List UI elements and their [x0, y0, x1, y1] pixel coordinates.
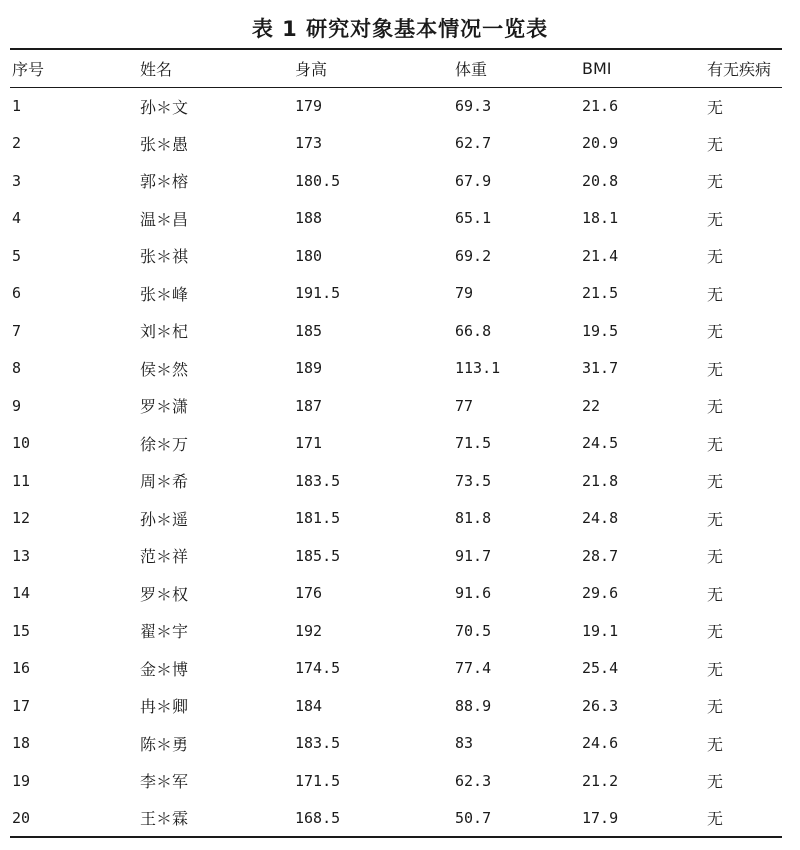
- cell-name: 陈＊勇: [140, 734, 189, 754]
- cell-bmi: 31.7: [582, 359, 619, 378]
- header-index: 序号: [12, 59, 45, 79]
- cell-name: 张＊祺: [140, 247, 189, 267]
- cell-disease: 无: [707, 172, 724, 192]
- cell-name: 王＊霖: [140, 809, 189, 829]
- cell-weight: 77: [455, 396, 474, 415]
- cell-name: 侯＊然: [140, 359, 189, 379]
- cell-weight: 91.7: [455, 546, 492, 565]
- cell-index: 19: [12, 771, 31, 790]
- cell-bmi: 24.5: [582, 434, 619, 453]
- cell-index: 8: [12, 359, 22, 378]
- cell-disease: 无: [707, 772, 724, 792]
- cell-disease: 无: [707, 209, 724, 229]
- cell-bmi: 19.1: [582, 621, 619, 640]
- cell-weight: 69.2: [455, 246, 492, 265]
- cell-height: 192: [295, 621, 323, 640]
- cell-weight: 70.5: [455, 621, 492, 640]
- cell-bmi: 21.2: [582, 771, 619, 790]
- cell-disease: 无: [707, 397, 724, 417]
- cell-height: 188: [295, 209, 323, 228]
- cell-name: 张＊愚: [140, 134, 189, 154]
- cell-height: 191.5: [295, 284, 341, 303]
- cell-disease: 无: [707, 734, 724, 754]
- cell-name: 范＊祥: [140, 547, 189, 567]
- cell-bmi: 28.7: [582, 546, 619, 565]
- cell-weight: 65.1: [455, 209, 492, 228]
- cell-name: 徐＊万: [140, 434, 189, 454]
- cell-height: 183.5: [295, 471, 341, 490]
- cell-index: 11: [12, 471, 31, 490]
- table-header-row: [10, 49, 782, 87]
- cell-weight: 62.3: [455, 771, 492, 790]
- table-row: [10, 537, 782, 575]
- cell-height: 185.5: [295, 546, 341, 565]
- cell-disease: 无: [707, 472, 724, 492]
- cell-weight: 81.8: [455, 509, 492, 528]
- cell-height: 180.5: [295, 171, 341, 190]
- table-row: [10, 87, 782, 125]
- cell-disease: 无: [707, 134, 724, 154]
- cell-bmi: 22: [582, 396, 601, 415]
- cell-weight: 71.5: [455, 434, 492, 453]
- cell-disease: 无: [707, 547, 724, 567]
- cell-bmi: 17.9: [582, 808, 619, 827]
- table-row: [10, 237, 782, 275]
- cell-index: 14: [12, 584, 31, 603]
- cell-disease: 无: [707, 584, 724, 604]
- table-row: [10, 275, 782, 313]
- cell-index: 13: [12, 546, 31, 565]
- cell-bmi: 18.1: [582, 209, 619, 228]
- cell-name: 罗＊权: [140, 584, 189, 604]
- cell-name: 孙＊文: [140, 97, 189, 117]
- cell-height: 181.5: [295, 509, 341, 528]
- table-row: [10, 612, 782, 650]
- cell-name: 张＊峰: [140, 284, 189, 304]
- cell-index: 10: [12, 434, 31, 453]
- cell-height: 173: [295, 134, 323, 153]
- table-body: [10, 87, 782, 837]
- table-row: [10, 650, 782, 688]
- cell-name: 翟＊宇: [140, 622, 189, 642]
- table-row: [10, 725, 782, 763]
- header-height: 身高: [295, 59, 328, 79]
- table-row: [10, 462, 782, 500]
- cell-bmi: 26.3: [582, 696, 619, 715]
- cell-index: 12: [12, 509, 31, 528]
- cell-bmi: 21.6: [582, 97, 619, 115]
- cell-height: 176: [295, 584, 323, 603]
- cell-index: 18: [12, 734, 31, 753]
- cell-weight: 67.9: [455, 171, 492, 190]
- table-row: [10, 387, 782, 425]
- header-weight: 体重: [455, 59, 488, 79]
- cell-disease: 无: [707, 622, 724, 642]
- cell-name: 金＊博: [140, 659, 189, 679]
- cell-disease: 无: [707, 697, 724, 717]
- cell-weight: 77.4: [455, 659, 492, 678]
- cell-height: 189: [295, 359, 323, 378]
- cell-bmi: 20.9: [582, 134, 619, 153]
- cell-weight: 62.7: [455, 134, 492, 153]
- cell-height: 179: [295, 97, 323, 115]
- table-row: [10, 500, 782, 538]
- header-bmi: BMI: [582, 58, 612, 78]
- cell-disease: 无: [707, 284, 724, 304]
- cell-bmi: 24.6: [582, 734, 619, 753]
- cell-disease: 无: [707, 509, 724, 529]
- cell-weight: 88.9: [455, 696, 492, 715]
- table-row: [10, 350, 782, 388]
- table-row: [10, 800, 782, 838]
- cell-height: 171: [295, 434, 323, 453]
- cell-name: 刘＊杞: [140, 322, 189, 342]
- cell-weight: 79: [455, 284, 474, 303]
- cell-index: 9: [12, 396, 22, 415]
- cell-index: 2: [12, 134, 22, 153]
- cell-weight: 69.3: [455, 97, 492, 115]
- cell-height: 171.5: [295, 771, 341, 790]
- cell-index: 15: [12, 621, 31, 640]
- cell-bmi: 21.5: [582, 284, 619, 303]
- table-row: [10, 687, 782, 725]
- cell-weight: 73.5: [455, 471, 492, 490]
- cell-bmi: 25.4: [582, 659, 619, 678]
- table-row: [10, 425, 782, 463]
- cell-index: 5: [12, 246, 22, 265]
- cell-height: 185: [295, 321, 323, 340]
- cell-disease: 无: [707, 322, 724, 342]
- cell-height: 183.5: [295, 734, 341, 753]
- cell-name: 郭＊榕: [140, 172, 189, 192]
- cell-index: 7: [12, 321, 22, 340]
- cell-index: 16: [12, 659, 31, 678]
- cell-bmi: 29.6: [582, 584, 619, 603]
- cell-height: 168.5: [295, 808, 341, 827]
- cell-name: 周＊希: [140, 472, 189, 492]
- cell-bmi: 19.5: [582, 321, 619, 340]
- cell-height: 180: [295, 246, 323, 265]
- cell-index: 4: [12, 209, 22, 228]
- header-disease: 有无疾病: [707, 59, 772, 79]
- cell-disease: 无: [707, 359, 724, 379]
- table-row: [10, 125, 782, 163]
- cell-height: 184: [295, 696, 323, 715]
- cell-index: 17: [12, 696, 31, 715]
- table-row: [10, 762, 782, 800]
- cell-name: 李＊军: [140, 772, 189, 792]
- subject-info-table: [10, 48, 782, 838]
- table-caption: 表 1 研究对象基本情况一览表: [251, 17, 549, 41]
- cell-height: 187: [295, 396, 323, 415]
- cell-index: 20: [12, 808, 31, 827]
- cell-bmi: 24.8: [582, 509, 619, 528]
- cell-weight: 91.6: [455, 584, 492, 603]
- cell-index: 3: [12, 171, 22, 190]
- cell-weight: 50.7: [455, 808, 492, 827]
- cell-index: 1: [12, 97, 22, 115]
- cell-name: 罗＊潇: [140, 397, 189, 417]
- cell-name: 冉＊卿: [140, 697, 189, 717]
- table-row: [10, 312, 782, 350]
- cell-bmi: 21.8: [582, 471, 619, 490]
- cell-bmi: 21.4: [582, 246, 619, 265]
- cell-weight: 66.8: [455, 321, 492, 340]
- cell-height: 174.5: [295, 659, 341, 678]
- cell-disease: 无: [707, 247, 724, 267]
- header-name: 姓名: [140, 59, 173, 79]
- table-row: [10, 575, 782, 613]
- cell-weight: 113.1: [455, 359, 501, 378]
- cell-disease: 无: [707, 659, 724, 679]
- cell-index: 6: [12, 284, 22, 303]
- cell-name: 孙＊遥: [140, 509, 189, 529]
- table-row: [10, 162, 782, 200]
- cell-disease: 无: [707, 434, 724, 454]
- cell-name: 温＊昌: [140, 209, 189, 229]
- cell-weight: 83: [455, 734, 474, 753]
- cell-disease: 无: [707, 97, 724, 117]
- cell-disease: 无: [707, 809, 724, 829]
- cell-bmi: 20.8: [582, 171, 619, 190]
- table-row: [10, 200, 782, 238]
